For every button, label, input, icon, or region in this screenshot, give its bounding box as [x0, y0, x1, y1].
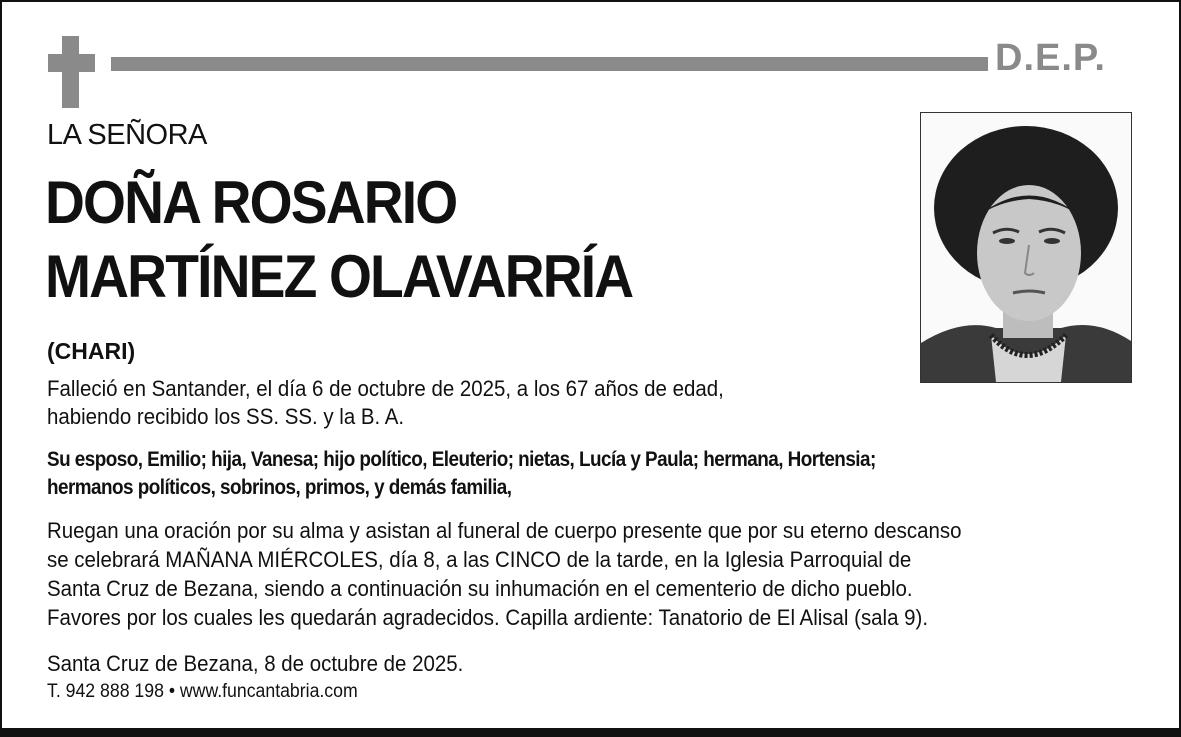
- header-rule: [111, 57, 988, 71]
- text-line: se celebrará MAÑANA MIÉRCOLES, día 8, a las CINCO de la tarde, en la Iglesia Parroquial de: [47, 547, 912, 572]
- nickname: (CHARI): [47, 338, 136, 364]
- text-line: Ruegan una oración por su alma y asistan al funeral de cuerpo presente que por su eterno descanso: [47, 518, 962, 543]
- cross-icon-arm: [48, 54, 95, 72]
- text-line: Santa Cruz de Bezana, siendo a continuación su inhumación en el cementerio de dicho pueblo.: [47, 576, 913, 601]
- funeral-details: [47, 516, 961, 632]
- portrait-illustration: [921, 113, 1131, 382]
- text-line: Su esposo, Emilio; hija, Vanesa; hijo político, Eleuterio; nietas, Lucía y Paula; hermana, Hortensia;: [47, 448, 876, 471]
- honorific-title: LA SEÑORA: [47, 119, 207, 151]
- name-line: DOÑA ROSARIO: [45, 169, 457, 236]
- text-line: habiendo recibido los SS. SS. y la B. A.: [47, 404, 405, 429]
- name-line: MARTÍNEZ OLAVARRÍA: [45, 243, 633, 310]
- death-notice-text: [47, 375, 724, 431]
- family-list: [47, 446, 876, 502]
- text-line: hermanos políticos, sobrinos, primos, y demás familia,: [47, 476, 512, 499]
- dep-label: D.E.P.: [995, 37, 1106, 79]
- place-and-date: Santa Cruz de Bezana, 8 de octubre de 2025.: [47, 651, 464, 676]
- contact-info: T. 942 888 198 • www.funcantabria.com: [47, 681, 358, 702]
- text-line: Favores por los cuales les quedarán agradecidos. Capilla ardiente: Tanatorio de El Alisal (sala 9).: [47, 605, 929, 630]
- bottom-border-bar: [0, 728, 1181, 737]
- portrait-photo: [920, 112, 1132, 383]
- cross-icon: [62, 36, 79, 108]
- text-line: Falleció en Santander, el día 6 de octubre de 2025, a los 67 años de edad,: [47, 376, 724, 401]
- deceased-name: [45, 166, 632, 314]
